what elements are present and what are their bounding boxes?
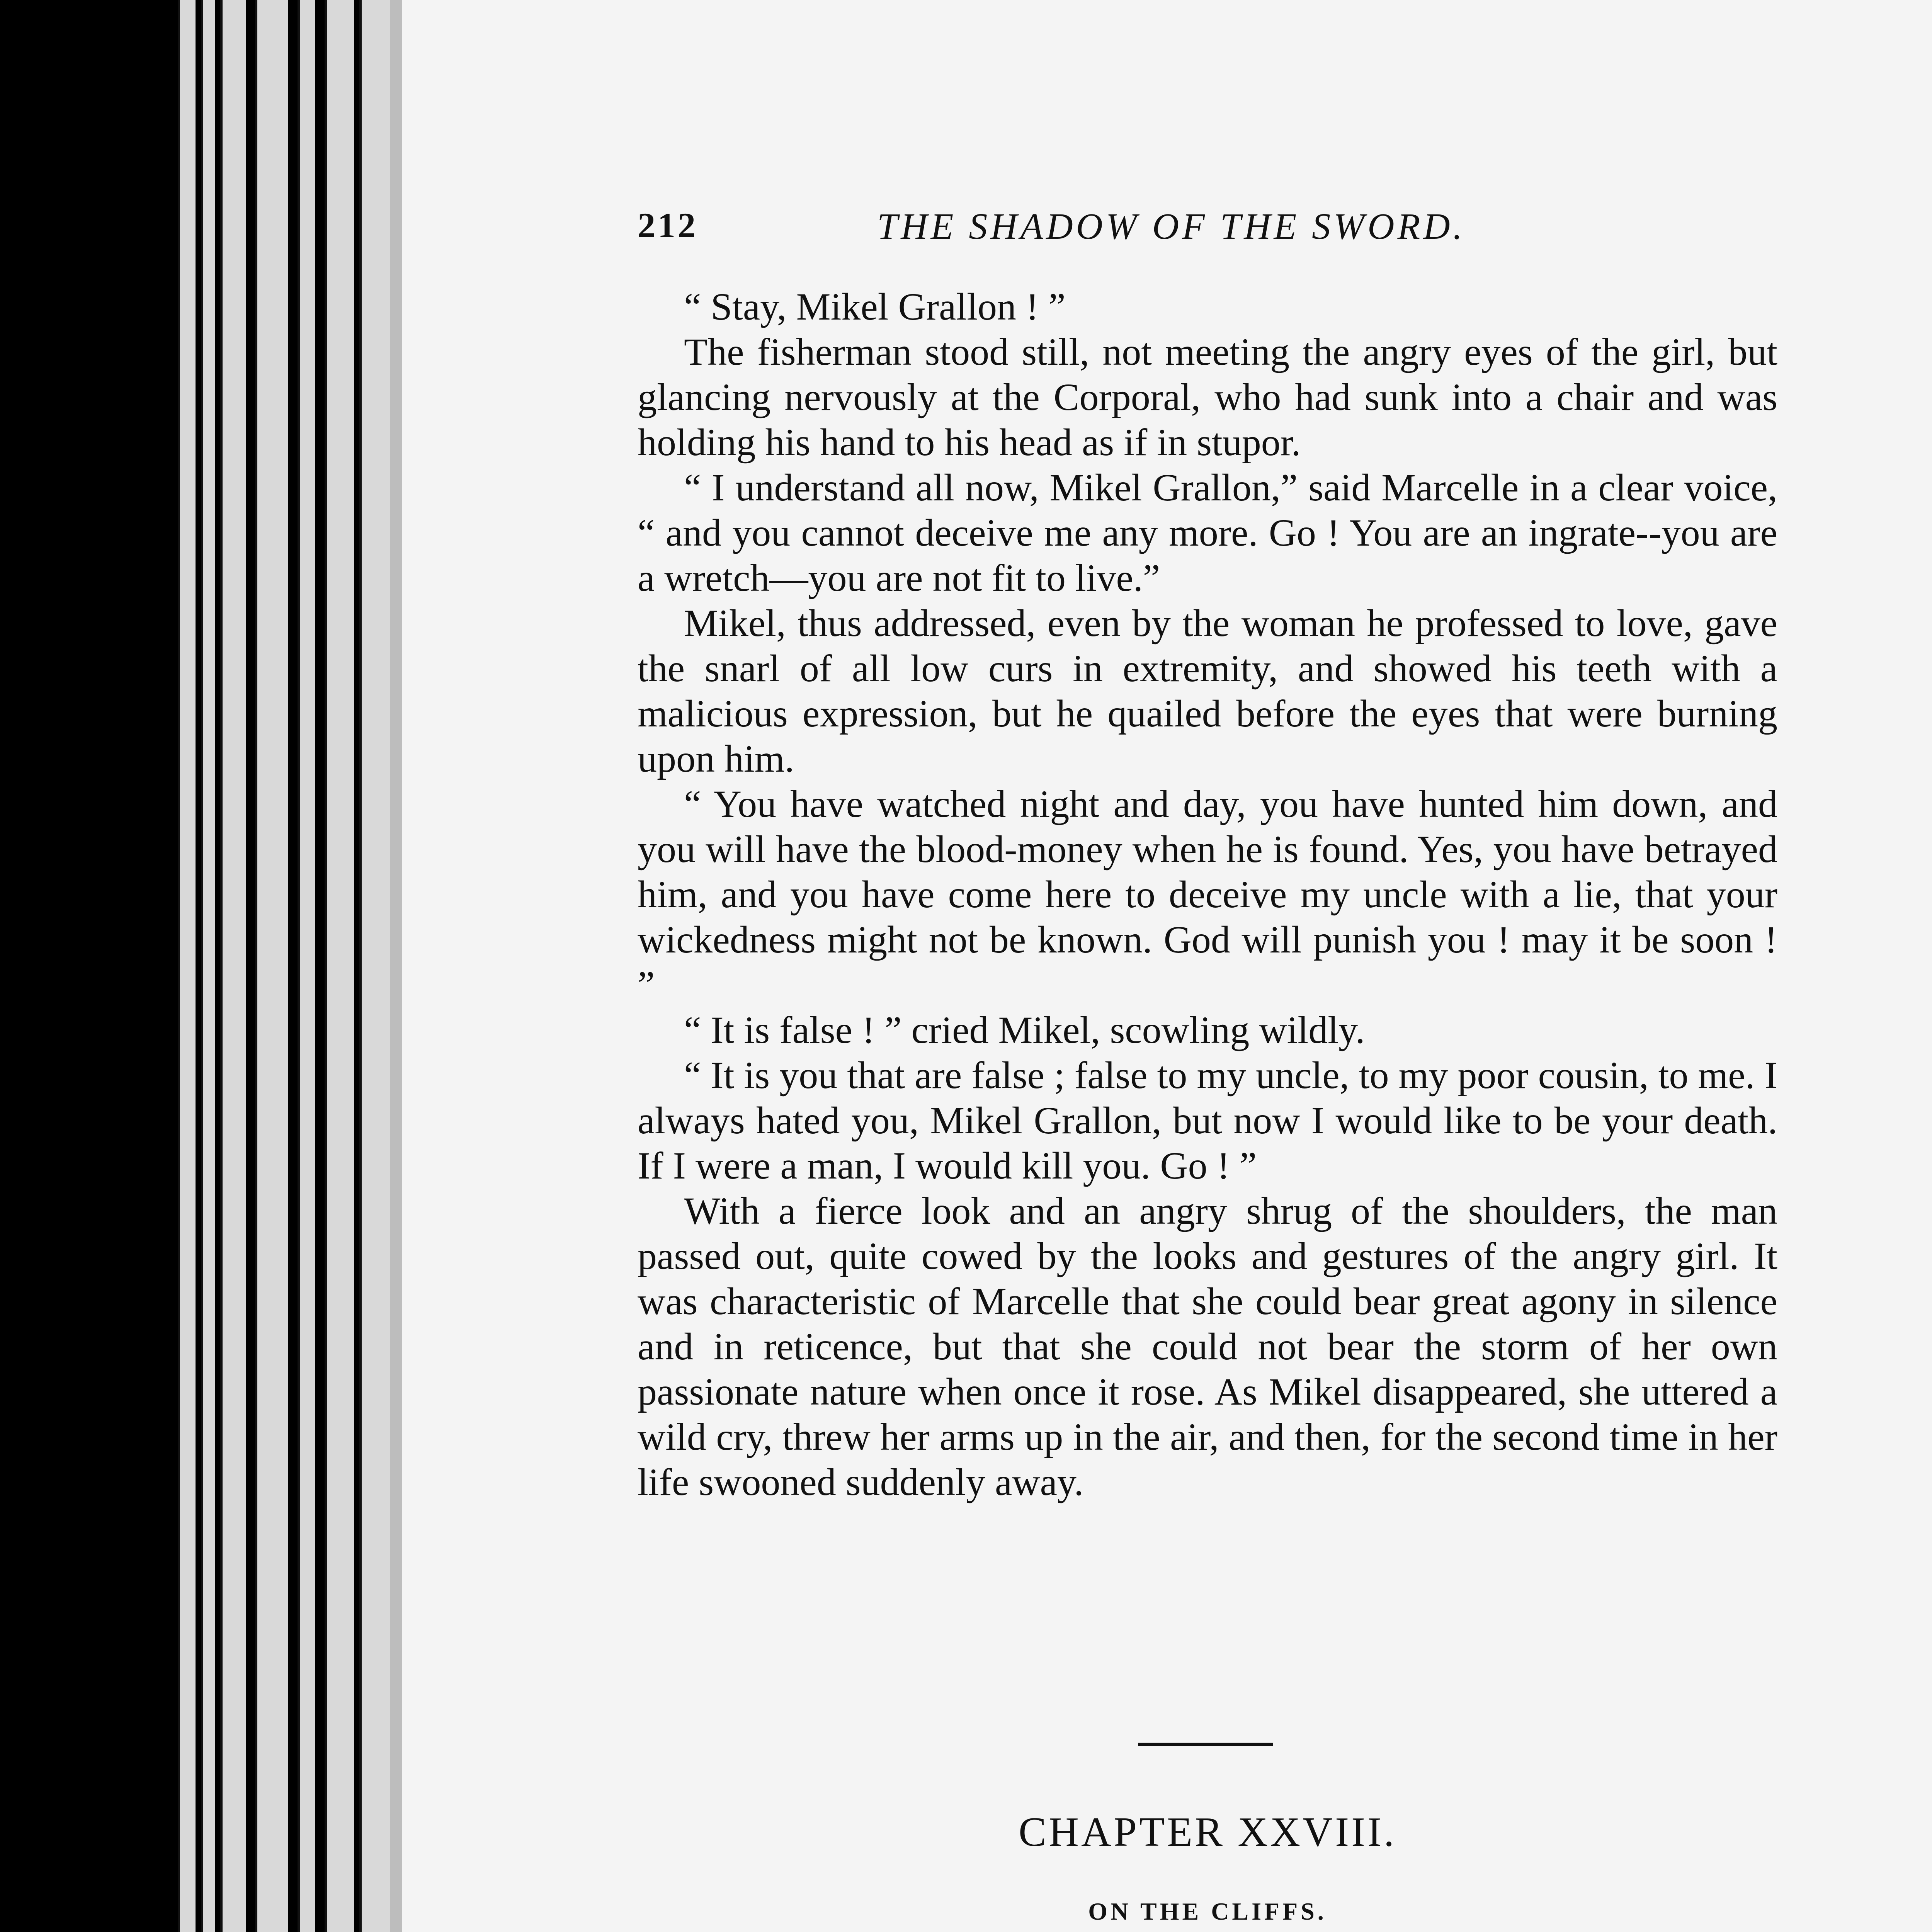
running-title: THE SHADOW OF THE SWORD. bbox=[877, 206, 1466, 247]
paragraph: The fisherman stood still, not meeting the angry eyes of the girl, but glancing nervously at the Corporal, who had sunk into a chair and was holding his hand to his head as if in stupor. bbox=[638, 330, 1777, 464]
page-header bbox=[638, 205, 1546, 259]
paragraph: “ I understand all now, Mikel Grallon,” said Marcelle in a clear voice, “ and you cannot deceive me any more. Go ! You are an ingrate--you are a wretch—you are not fit to live.” bbox=[638, 466, 1777, 599]
paragraph: Mikel, thus addressed, even by the woman he professed to love, gave the snarl of all low curs in extremity, and showed his teeth with a malicious expression, but he quailed before the eyes that were burning upon him. bbox=[638, 602, 1777, 780]
paragraph: With a fierce look and an angry shrug of the shoulders, the man passed out, quite cowed by the looks and gestures of the angry girl. It was characteristic of Marcelle that she could bear great agony in silence and in reticence, but that she could not bear the storm of her own passionate nature when once it rose. As Mikel disappeared, she uttered a wild cry, threw her arms up in the air, and then, for the second time in her life swooned suddenly away. bbox=[638, 1189, 1777, 1503]
paragraph: “ It is you that are false ; false to my uncle, to my poor cousin, to me. I always hated you, Mikel Grallon, but now I would like to be your death. If I were a man, I would kill you. Go ! ” bbox=[638, 1054, 1777, 1187]
paragraph: “ Stay, Mikel Grallon ! ” bbox=[684, 285, 1066, 328]
page-number: 212 bbox=[638, 206, 698, 245]
section-divider bbox=[1138, 1743, 1273, 1746]
book-page-edges bbox=[178, 0, 394, 1932]
page-gutter bbox=[390, 0, 402, 1932]
chapter-subtitle: ON THE CLIFFS. bbox=[1088, 1898, 1327, 1925]
chapter-title: CHAPTER XXVIII. bbox=[1019, 1809, 1396, 1855]
paragraph: “ You have watched night and day, you have hunted him down, and you will have the blood-money when he is found. Yes, you have betrayed him, and you have come here to deceive my uncle with a lie, that your wickedness might not be known. God will punish you ! may it be soon ! ” bbox=[638, 782, 1777, 1006]
page-body bbox=[638, 284, 1777, 1505]
paragraph: “ It is false ! ” cried Mikel, scowling wildly. bbox=[684, 1009, 1365, 1051]
